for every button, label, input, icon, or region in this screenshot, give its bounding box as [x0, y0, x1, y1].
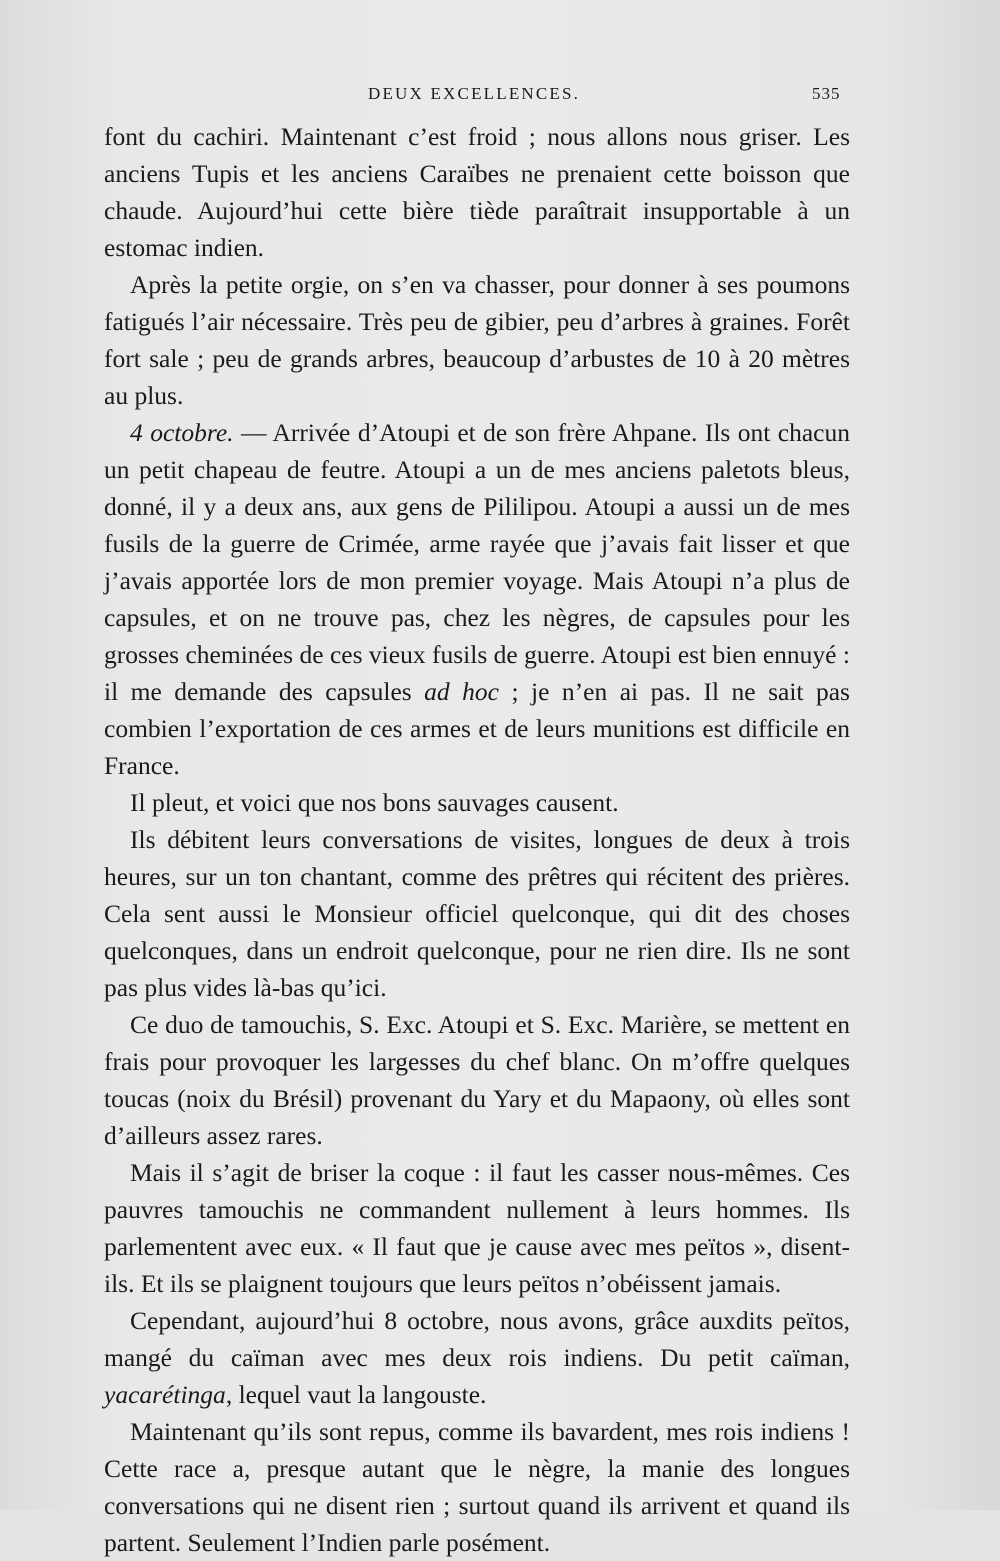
page-number: 535 [812, 84, 841, 103]
running-title: DEUX EXCELLENCES. [368, 84, 581, 103]
paragraph-2: Après la petite orgie, on s’en va chasser, pour donner à ses poumons fatigués l’air nécessaire. Très peu de gibier, peu d’arbres à graines. Forêt fort sale ; peu de grands arbres, beaucoup d’arbustes de 10 à 20 mètres au plus. [104, 270, 850, 410]
italic-term: yacarétinga [104, 1380, 226, 1409]
entry-date: 4 octobre. [130, 418, 234, 447]
italic-term: ad hoc [424, 677, 499, 706]
paragraph-3: 4 octobre. — Arrivée d’Atoupi et de son frère Ahpane. Ils ont chacun un petit chapeau de feutre. Atoupi a un de mes anciens paletots bleus, donné, il y a deux ans, aux gens de Pililipou. Atoupi a aussi un de mes fusils de la guerre de Crimée, arme rayée que j’avais fait lisser et que j’avais apportée lors de mon premier voyage. Mais Atoupi n’a plus de capsules, et on ne trouve pas, chez les nègres, de capsules pour les grosses cheminées de ces vieux fusils de guerre. Atoupi est bien ennuyé : il me demande des capsules ad hoc ; je n’en ai pas. Il ne sait pas combien l’exportation de ces armes et de leurs munitions est difficile en France. [104, 418, 851, 780]
paragraph-7: Mais il s’agit de briser la coque : il faut les casser nous-mêmes. Ces pauvres tamouchis ne commandent nullement à leurs hommes. Ils parlementent avec eux. « Il faut que je cause avec mes peïtos », disent-ils. Et ils se plaignent toujours que leurs peïtos n’obéissent jamais. [104, 1158, 850, 1298]
paragraph-8: Cependant, aujourd’hui 8 octobre, nous avons, grâce auxdits peïtos, mangé du caïman avec mes deux rois indiens. Du petit caïman, yacarétinga, lequel vaut la langouste. [104, 1306, 850, 1409]
page-header [0, 84, 1000, 114]
paragraph-6: Ce duo de tamouchis, S. Exc. Atoupi et S. Exc. Marière, se mettent en frais pour provoquer les largesses du chef blanc. On m’offre quelques toucas (noix du Brésil) provenant du Yary et du Mapaony, où elles sont d’ailleurs assez rares. [104, 1010, 850, 1150]
paragraph-4: Il pleut, et voici que nos bons sauvages causent. [130, 788, 619, 817]
paragraph-5: Ils débitent leurs conversations de visites, longues de deux à trois heures, sur un ton chantant, comme des prêtres qui récitent des prières. Cela sent aussi le Monsieur officiel quelconque, qui dit des choses quelconques, dans un endroit quelconque, pour ne rien dire. Ils ne sont pas plus vides là-bas qu’ici. [104, 825, 850, 1002]
paragraph-9: Maintenant qu’ils sont repus, comme ils bavardent, mes rois indiens ! Cette race a, presque autant que le nègre, la manie des longues conversations qui ne disent rien ; surtout quand ils arrivent et quand ils partent. Seulement l’Indien parle posément. [104, 1417, 850, 1557]
body-text [104, 118, 850, 1561]
paragraph-1: font du cachiri. Maintenant c’est froid ; nous allons nous griser. Les anciens Tupis et les anciens Caraïbes ne prenaient cette boisson que chaude. Aujourd’hui cette bière tiède paraîtrait insupportable à un estomac indien. [104, 122, 850, 262]
